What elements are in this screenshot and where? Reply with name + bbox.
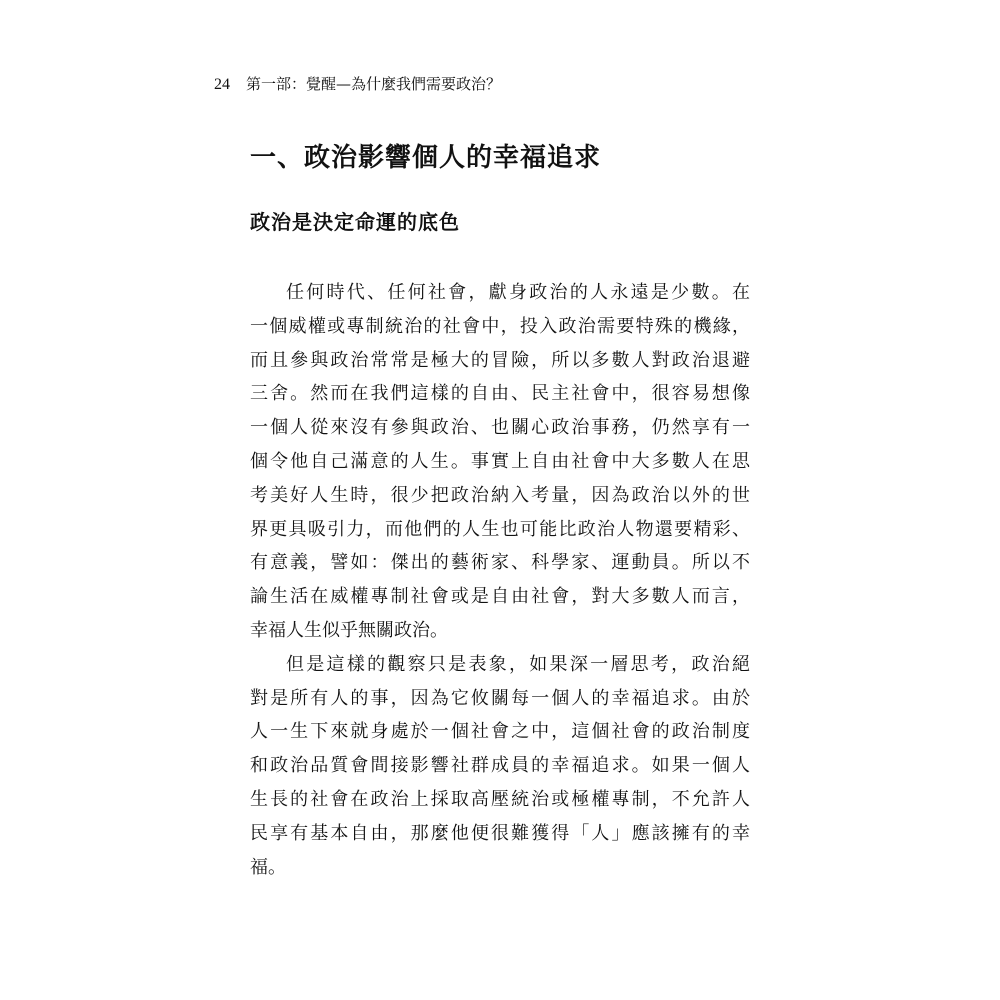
paragraph-2-line: 人一生下來就身處於一個社會之中，這個社會的政治制度 bbox=[250, 721, 750, 743]
body-text bbox=[250, 276, 750, 884]
paragraph-2-line: 生長的社會在政治上採取高壓統治或極權專制，不允許人 bbox=[250, 788, 750, 810]
paragraph-2-line: 但是這樣的觀察只是表象，如果深一層思考，政治絕 bbox=[286, 653, 750, 675]
paragraph-1-line: 而且參與政治常常是極大的冒險，所以多數人對政治退避 bbox=[250, 349, 750, 371]
running-title: 第一部：覺醒—為什麼我們需要政治？ bbox=[246, 75, 502, 93]
page-number: 24 bbox=[214, 76, 230, 93]
paragraph-1-line: 個令他自己滿意的人生。事實上自由社會中大多數人在思 bbox=[250, 450, 750, 472]
paragraph-1-line: 任何時代、任何社會，獻身政治的人永遠是少數。在 bbox=[286, 282, 750, 303]
paragraph-2-line: 福。 bbox=[250, 856, 286, 878]
running-header bbox=[214, 74, 501, 95]
paragraph-1-line: 三舍。然而在我們這樣的自由、民主社會中，很容易想像 bbox=[250, 383, 750, 405]
paragraph-2-line: 對是所有人的事，因為它攸關每一個人的幸福追求。由於 bbox=[250, 687, 750, 709]
paragraph-2-line: 和政治品質會間接影響社群成員的幸福追求。如果一個人 bbox=[250, 755, 750, 777]
chapter-title: 一、政治影響個人的幸福追求 bbox=[250, 143, 602, 173]
paragraph-1-line: 有意義，譬如：傑出的藝術家、科學家、運動員。所以不 bbox=[250, 552, 750, 574]
paragraph-1-line: 幸福人生似乎無關政治。 bbox=[250, 619, 448, 641]
paragraph-1-line: 一個人從來沒有參與政治、也關心政治事務，仍然享有一 bbox=[250, 417, 750, 439]
section-title: 政治是決定命運的底色 bbox=[250, 210, 460, 234]
paragraph-1-line: 論生活在威權專制社會或是自由社會，對大多數人而言， bbox=[250, 586, 750, 608]
paragraph-2-line: 民享有基本自由，那麼他便很難獲得「人」應該擁有的幸 bbox=[250, 822, 750, 844]
paragraph-1-line: 界更具吸引力，而他們的人生也可能比政治人物還要精彩、 bbox=[250, 518, 750, 540]
paragraph-1-line: 一個威權或專制統治的社會中，投入政治需要特殊的機緣， bbox=[250, 315, 750, 337]
paragraph-1-line: 考美好人生時，很少把政治納入考量，因為政治以外的世 bbox=[250, 484, 750, 506]
